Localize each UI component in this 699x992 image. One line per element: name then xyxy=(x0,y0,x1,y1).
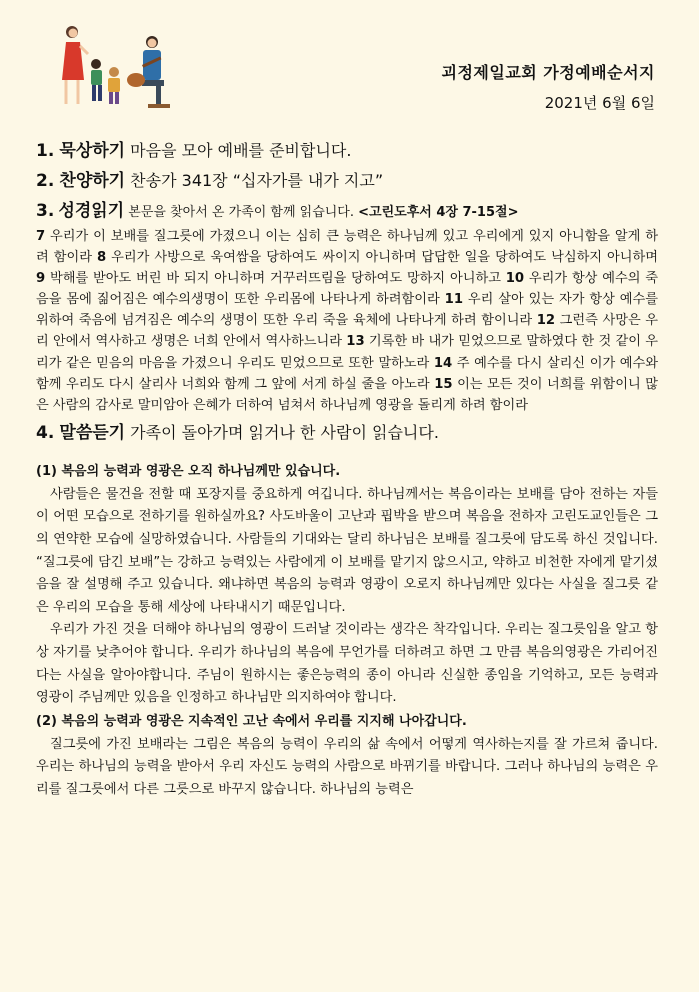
verse-number: 9 xyxy=(36,271,46,287)
verse-text: 박해를 받아도 버린 바 되지 아니하며 거꾸러뜨림을 당하여도 망하지 아니하고 xyxy=(45,271,506,287)
verse-number: 15 xyxy=(434,376,453,392)
sermon-paragraph: 질그릇에 가진 보배라는 그림은 복음의 능력이 우리의 삶 속에서 어떻게 역사하는지를 잘 가르쳐 줍니다. 우리는 하나님의 능력을 받아서 우리 자신도 능력의 사람으로 바뀌기를 바랍니다. 그러나 하나님의 능력은 우리를 질그릇에서 다른 그릇으로 바꾸지 않습니다. 하나님의 능력은 xyxy=(36,736,658,797)
verse-number: 10 xyxy=(505,271,525,287)
order-number: 1. xyxy=(36,141,55,161)
verse-number: 14 xyxy=(433,355,453,371)
verse-text: 우리 살아 있는 자가 항상 예수를 위하여 죽음에 넘겨짐은 예수의 생명이 또한 우리 죽을 육체에 나타나게 하려 함이니라 xyxy=(36,292,659,329)
verse-number: 11 xyxy=(444,292,463,308)
order-item-praise xyxy=(36,170,658,192)
sermon-paragraph: 사람들은 물건을 전할 때 포장지를 중요하게 여깁니다. 하나님께서는 복음이라는 보배를 담아 전하는 자들이 어떤 모습으로 전하기를 원하실까요? 사도바울이 고난과 핍박을 받으며 복음을 전하자 고린도교인들은 그의 연약한 모습에 실망하였습니다. 사람들의 기대와는 달리 하나님은 보배를 질그릇에 담도록 하신 것입니다. “질그릇에 담긴 보배”는 강하고 능력있는 사람에게 이 보배를 맡기지 않으시고, 약하고 비천한 자에게 맡기셨음을 잘 설명해 주고 있습니다. 왜냐하면 복음의 능력과 영광이 오로지 하나님께만 있다는 사실을 질그릇 같은 우리의 모습을 통해 세상에 나타내시기 때문입니다. xyxy=(36,486,658,615)
verse-text: 그런즉 사망은 우리 안에서 역사하고 생명은 너희 안에서 역사하느니라 xyxy=(36,313,659,350)
order-item-meditation xyxy=(36,140,658,162)
order-text: 마음을 모아 예배를 준비합니다. xyxy=(125,141,352,160)
order-number: 4. xyxy=(36,422,55,443)
order-item-scripture-reading xyxy=(36,200,658,224)
verse-text: 주 예수를 다시 살리신 이가 예수와 함께 우리도 다시 살리사 너희와 함께 그 앞에 서게 하실 줄을 아노라 xyxy=(36,355,659,392)
verse-number: 7 xyxy=(36,229,46,244)
verse-text: 우리가 항상 예수의 죽음을 몸에 짊어짐은 예수의생명이 또한 우리몸에 나타나게 하려함이라 xyxy=(36,271,658,308)
verse-text: 이는 모든 것이 너희를 위함이니 많은 사람의 감사로 말미암아 은혜가 더하여 넘쳐서 하나님께 영광을 돌리게 하려 함이라 xyxy=(36,376,659,413)
order-number: 2. xyxy=(36,171,55,191)
verse-text: 우리가 이 보배를 질그릇에 가졌으니 이는 심히 큰 능력은 하나님께 있고 우리에게 있지 아니함을 알게 하려 함이라 xyxy=(36,229,658,266)
verse-text: 우리가 사방으로 욱여쌈을 당하여도 싸이지 아니하며 답답한 일을 당하여도 낙심하지 아니하며 xyxy=(106,250,659,266)
order-title: 찬양하기 xyxy=(59,171,126,191)
family-worship-illustration xyxy=(52,20,182,112)
scripture-reference: <고린도후서 4장 7-15절> xyxy=(358,205,519,220)
order-title: 묵상하기 xyxy=(59,141,126,161)
order-text: 본문을 찾아서 온 가족이 함께 읽습니다. xyxy=(124,205,359,220)
order-text: 가족이 돌아가며 읽거나 한 사람이 읽습니다. xyxy=(125,422,439,442)
verse-text: 기록한 바 내가 믿었으므로 말하였다 한 것 같이 우리가 같은 믿음의 마음을 가졌으니 우리도 믿었으므로 또한 말하노라 xyxy=(36,334,658,371)
verse-number: 13 xyxy=(346,334,365,350)
order-title: 말씀듣기 xyxy=(59,422,126,443)
verse-number: 12 xyxy=(536,313,556,329)
sermon-paragraph: 우리가 가진 것을 더해야 하나님의 영광이 드러날 것이라는 생각은 착각입니다. 우리는 질그릇임을 알고 항상 자기를 낮추어야 합니다. 우리가 하나님의 복음에 무언가를 더하려고 하면 그 만큼 복음의영광은 가리어진다는 사실을 알아야합니다. 주님이 원하시는 좋은능력의 종이 아니라 신실한 종임을 기억하고, 모든 능력과 영광이 주님께만 있음을 인정하고 하나님만 의지하여야 합니다. xyxy=(36,622,658,706)
order-title: 성경읽기 xyxy=(58,201,125,221)
bulletin-content xyxy=(36,140,658,802)
church-bulletin-title: 괴정제일교회 가정예배순서지 xyxy=(441,63,655,82)
sermon-heading-1: (1) 복음의 능력과 영광은 오직 하나님께만 있습니다. xyxy=(36,463,341,479)
verse-number: 8 xyxy=(96,250,107,266)
bulletin-date: 2021년 6월 6일 xyxy=(544,94,655,112)
order-number: 3. xyxy=(36,201,55,221)
scripture-passage xyxy=(36,226,658,416)
order-item-sermon xyxy=(36,422,658,444)
order-text: 찬송가 341장 “십자가를 내가 지고” xyxy=(125,171,384,190)
sermon-heading-2: (2) 복음의 능력과 영광은 지속적인 고난 속에서 우리를 지지해 나아갑니다. xyxy=(36,713,467,729)
